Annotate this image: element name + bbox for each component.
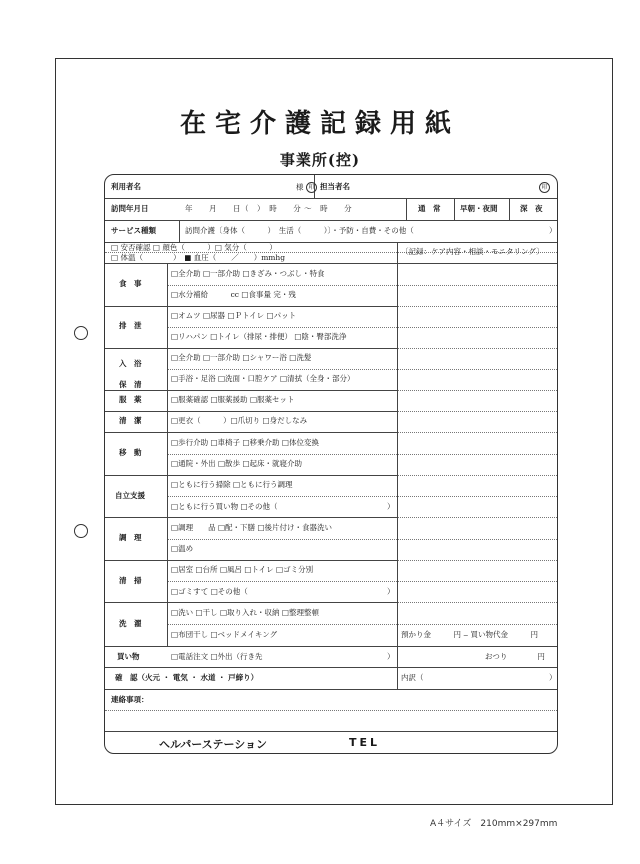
punch-hole-bottom [74, 524, 88, 538]
early-night-hours: 早朝・夜間 [460, 204, 498, 213]
section-label-cleaning: 清 掃 [119, 576, 142, 585]
money-change: おつり 円 [485, 652, 545, 661]
section-line: □歩行介助 □車椅子 □移乗介助 □体位変換 [171, 438, 319, 447]
service-type-close: ） [549, 226, 557, 235]
breakdown-close: ） [549, 673, 557, 682]
section-label-laundry: 洗 濯 [119, 619, 142, 628]
visit-date-label: 訪問年月日 [111, 204, 149, 213]
section-label-excretion: 排 泄 [119, 321, 142, 330]
notes-header: 〔記録：ケア内容・相談・モニタリング〕 [401, 247, 544, 256]
section-close-paren: ） [387, 587, 395, 596]
staff-name-label: 担当者名 [320, 182, 350, 191]
record-form [104, 174, 558, 754]
section-line: □リハパン □トイレ（排尿・排便） □陰・臀部洗浄 [171, 332, 347, 341]
section-label-meal: 食 事 [119, 279, 142, 288]
sama-label: 様 [296, 182, 304, 192]
section-close-paren: ） [387, 652, 395, 661]
section-label-bathing: 入 浴 保 清 [119, 359, 142, 389]
user-seal: 印 [306, 182, 317, 193]
section-label-self-support: 自立支援 [115, 491, 145, 500]
section-line: □ともに行う掃除 □ともに行う調理 [171, 480, 293, 489]
page-subtitle: 事業所(控) [279, 151, 361, 169]
normal-hours: 通 常 [418, 204, 441, 213]
section-line: □オムツ □尿器 □Ｐトイレ □パット [171, 311, 297, 320]
section-label-medication: 服 薬 [119, 395, 142, 404]
paper-size-note: A４サイズ 210mm×297mm [430, 819, 558, 829]
money-deposit: 預かり金 円 ‒ 買い物代金 円 [401, 630, 539, 639]
section-line: □全介助 □一部介助 □シャワー浴 □洗髪 [171, 353, 312, 362]
section-line: □温め [171, 544, 194, 553]
section-line: □水分補給 cc □食事量 完・残 [171, 290, 296, 299]
confirm-label: 確 認（火元 ・ 電気 ・ 水道 ・ 戸締り） [115, 673, 259, 682]
user-name-label: 利用者名 [111, 182, 141, 191]
contact-label: 連絡事項： [111, 695, 149, 704]
section-line: □布団干し □ベッドメイキング [171, 630, 278, 639]
safety-check-line: □ 安否確認 □ 顔色（ ）□ 気分（ ） [111, 243, 277, 252]
section-line: □全介助 □一部介助 □きざみ・つぶし・特食 [171, 269, 325, 278]
user-name-suffix [296, 182, 317, 193]
late-night-hours: 深 夜 [520, 204, 543, 213]
tel-label: TEL [349, 736, 381, 749]
section-line: □服薬確認 □服薬援助 □服薬セット [171, 395, 295, 404]
section-line: □調理 品 □配・下膳 □後片付け・食器洗い [171, 523, 333, 532]
section-label-mobility: 移 動 [119, 448, 142, 457]
vitals-line: □ 体温（ ） ■ 血圧（ ／ ）mmhg [111, 253, 286, 262]
page-title: 在宅介護記録用紙 [179, 109, 460, 139]
section-close-paren: ） [387, 502, 395, 511]
service-type-line: 訪問介護〔身体（ ） 生活（ ）〕・予防・自費・その他（ [185, 226, 414, 235]
helper-station-label: ヘルパーステーション [159, 738, 268, 751]
section-label-cooking: 調 理 [119, 533, 142, 542]
punch-hole-top [74, 326, 88, 340]
visit-date-line: 年 月 日（ ） 時 分 〜 時 分 [185, 204, 353, 213]
section-line: □居室 □台所 □風呂 □トイレ □ゴミ分別 [171, 565, 314, 574]
service-type-label: サービス種類 [111, 226, 156, 235]
section-label-shopping: 買い物 [117, 652, 140, 661]
staff-seal: 印 [539, 182, 550, 193]
section-line: □洗い □干し □取り入れ・収納 □整理整頓 [171, 608, 319, 617]
section-line: □ゴミすて □その他（ [171, 587, 248, 596]
section-line: □通院・外出 □散歩 □起床・就寝介助 [171, 459, 303, 468]
section-line: □更衣（ ）□爪切り □身だしなみ [171, 416, 308, 425]
section-label-hygiene: 清 潔 [119, 416, 142, 425]
breakdown-label: 内訳（ [401, 673, 424, 682]
section-line: □電話注文 □外出（行き先 [171, 652, 263, 661]
section-line: □ともに行う買い物 □その他（ [171, 502, 278, 511]
section-line: □手浴・足浴 □洗面・口腔ケア □清拭（全身・部分） [171, 374, 355, 383]
